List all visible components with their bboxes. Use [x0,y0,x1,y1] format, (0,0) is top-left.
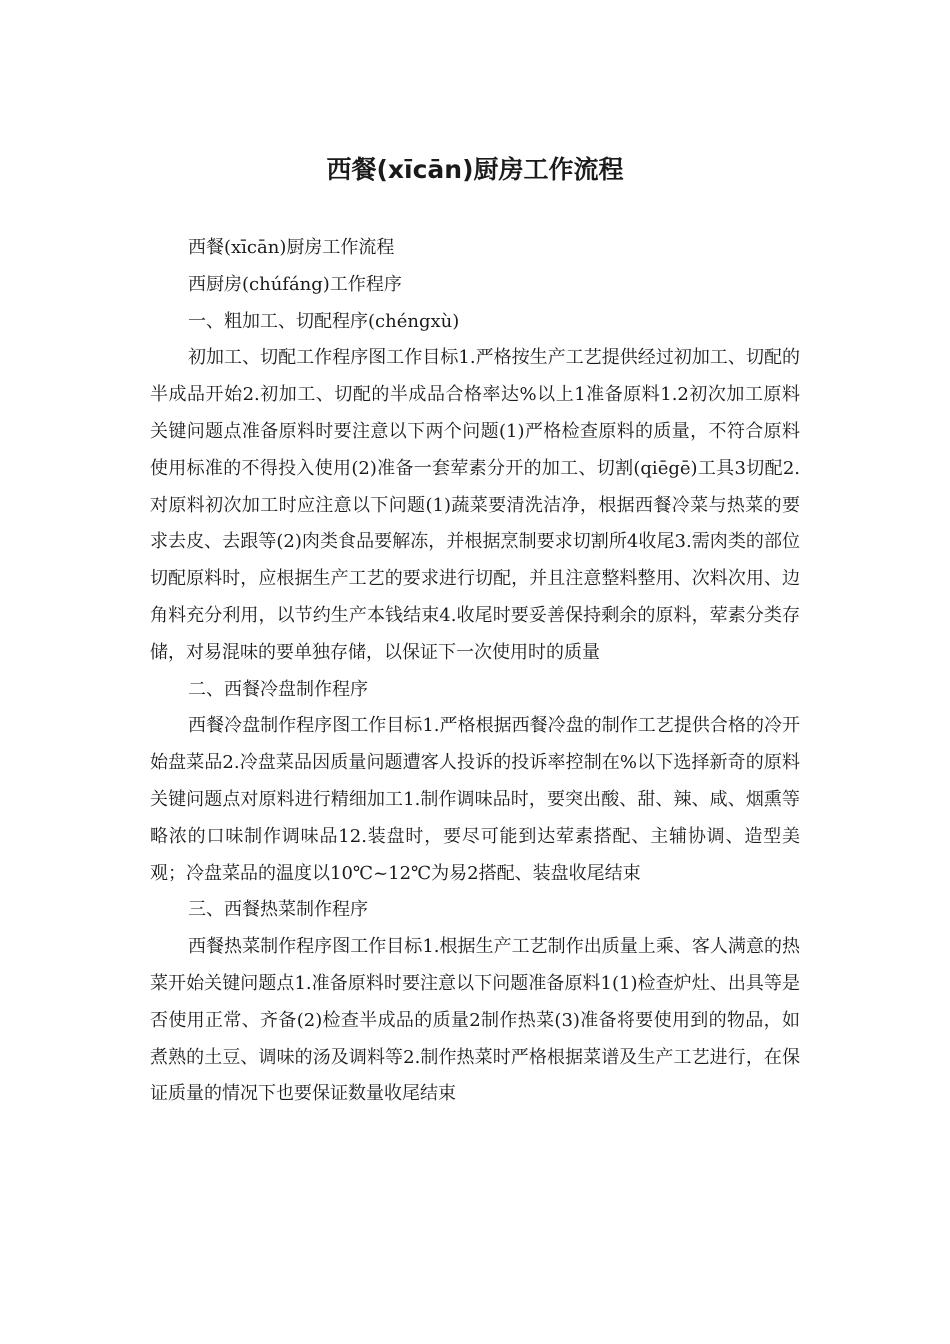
paragraph-rough-processing: 初加工、切配工作程序图工作目标1.严格按生产工艺提供经过初加工、切配的半成品开始2.初加工、切配的半成品合格率达%以上1准备原料1.2初次加工原料关键问题点准备原料时要注意以下两个问题(1)严格检查原料的质量，不符合原料使用标准的不得投入使用(2)准备一套荤素分开的加工、切割(qiēgē)工具3切配2.对原料初次加工时应注意以下问题(1)蔬菜要清洗洁净，根据西餐冷菜与热菜的要求去皮、去跟等(2)肉类食品要解冻，并根据烹制要求切割所4收尾3.需肉类的部位切配原料时，应根据生产工艺的要求进行切配，并且注意整料整用、次料次用、边角料充分利用，以节约生产本钱结束4.收尾时要妥善保持剩余的原料，荤素分类存储，对易混味的要单独存储，以保证下一次使用时的质量 [150,347,800,663]
document-body [150,230,800,1113]
heading-cold-dish: 二、西餐冷盘制作程序 [188,678,368,700]
document-title: 西餐(xīcān)厨房工作流程 [326,155,624,184]
paragraph-subtitle: 西餐(xīcān)厨房工作流程 [188,237,395,258]
heading-rough-processing: 一、粗加工、切配程序(chéngxù) [188,310,460,332]
heading-hot-dish: 三、西餐热菜制作程序 [188,899,368,921]
paragraph-hot-dish: 西餐热菜制作程序图工作目标1.根据生产工艺制作出质量上乘、客人满意的热菜开始关键问题点1.准备原料时要注意以下问题准备原料1(1)检查炉灶、出具等是否使用正常、齐备(2)检查半成品的质量2制作热菜(3)准备将要使用到的物品，如煮熟的土豆、调味的汤及调料等2.制作热菜时严格根据菜谱及生产工艺进行，在保证质量的情况下也要保证数量收尾结束 [150,936,800,1105]
paragraph-section-heading: 西厨房(chúfáng)工作程序 [188,273,402,295]
paragraph-cold-dish: 西餐冷盘制作程序图工作目标1.严格根据西餐冷盘的制作工艺提供合格的冷开始盘菜品2.冷盘菜品因质量问题遭客人投诉的投诉率控制在%以下选择新奇的原料关键问题点对原料进行精细加工1.制作调味品时，要突出酸、甜、辣、咸、烟熏等略浓的口味制作调味品12.装盘时，要尽可能到达荤素搭配、主辅协调、造型美观；冷盘菜品的温度以10℃~12℃为易2搭配、装盘收尾结束 [150,715,800,884]
